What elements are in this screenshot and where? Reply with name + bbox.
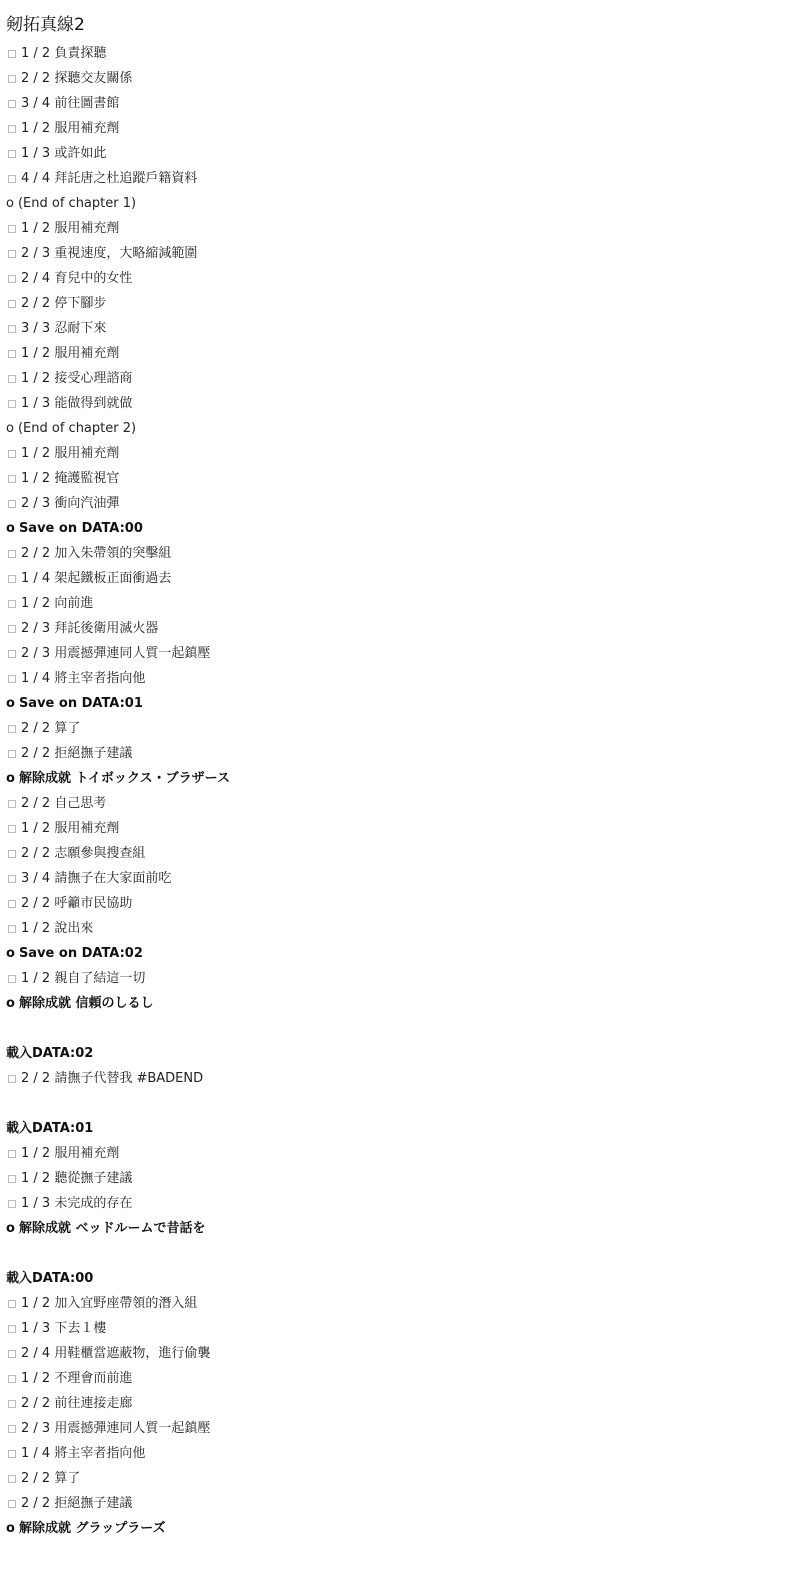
- checkbox-icon: [8, 475, 16, 483]
- choice-item: [6, 441, 795, 466]
- choice-text: 1 / 2 負責探聽: [21, 46, 107, 61]
- checkbox-icon: [8, 175, 16, 183]
- choice-item: [6, 291, 795, 316]
- choice-item: [6, 1391, 795, 1416]
- milestone-text: 解除成就 トイボックス・ブラザース: [18, 771, 231, 786]
- blank-line: [6, 1016, 795, 1041]
- checkbox-icon: [8, 850, 16, 858]
- choice-text: 2 / 4 育兒中的女性: [21, 271, 133, 286]
- bullet-marker: o: [6, 521, 15, 536]
- choice-text: 1 / 2 服用補充劑: [21, 1146, 120, 1161]
- choice-item: [6, 1291, 795, 1316]
- checkbox-icon: [8, 975, 16, 983]
- choice-item: [6, 66, 795, 91]
- blank-line: [6, 1091, 795, 1116]
- choice-text: 1 / 2 說出來: [21, 921, 94, 936]
- checkbox-icon: [8, 400, 16, 408]
- checkbox-icon: [8, 325, 16, 333]
- choice-item: [6, 1366, 795, 1391]
- checkbox-icon: [8, 750, 16, 758]
- bullet-marker: o: [6, 696, 15, 711]
- milestone-item: [6, 991, 795, 1016]
- milestone-item: [6, 516, 795, 541]
- choice-item: [6, 491, 795, 516]
- checkbox-icon: [8, 300, 16, 308]
- checkbox-icon: [8, 250, 16, 258]
- choice-text: 2 / 2 加入朱帶領的突擊組: [21, 546, 172, 561]
- choice-text: 3 / 3 忍耐下來: [21, 321, 107, 336]
- choice-item: [6, 566, 795, 591]
- choice-item: [6, 591, 795, 616]
- checkbox-icon: [8, 625, 16, 633]
- section-heading: 載入DATA:02: [6, 1046, 94, 1061]
- checkbox-icon: [8, 1325, 16, 1333]
- choice-item: [6, 316, 795, 341]
- choice-text: 2 / 3 衝向汽油彈: [21, 496, 120, 511]
- choice-text: 2 / 3 重視速度，大略縮減範圍: [21, 246, 198, 261]
- choice-item: [6, 41, 795, 66]
- bullet-marker: o: [6, 771, 15, 786]
- milestone-text: Save on DATA:01: [18, 696, 143, 711]
- bullet-marker: o: [6, 996, 15, 1011]
- checkbox-icon: [8, 1300, 16, 1308]
- milestone-text: Save on DATA:00: [18, 521, 143, 536]
- choice-text: 1 / 2 服用補充劑: [21, 346, 120, 361]
- choice-item: [6, 666, 795, 691]
- choice-item: [6, 1166, 795, 1191]
- choice-item: [6, 1491, 795, 1516]
- choice-item: [6, 1416, 795, 1441]
- choice-item: [6, 841, 795, 866]
- checkbox-icon: [8, 125, 16, 133]
- choice-item: [6, 1466, 795, 1491]
- checkbox-icon: [8, 500, 16, 508]
- choice-text: 2 / 2 拒絕撫子建議: [21, 1496, 133, 1511]
- section-heading: 載入DATA:01: [6, 1121, 94, 1136]
- milestone-text: 解除成就 ベッドルームで昔話を: [18, 1221, 206, 1236]
- choice-text: 1 / 2 服用補充劑: [21, 221, 120, 236]
- choice-item: [6, 1191, 795, 1216]
- choice-text: 2 / 2 探聽交友關係: [21, 71, 133, 86]
- choice-text: 2 / 2 自己思考: [21, 796, 107, 811]
- checkbox-icon: [8, 275, 16, 283]
- checkbox-icon: [8, 650, 16, 658]
- checkbox-icon: [8, 550, 16, 558]
- milestone-item: [6, 941, 795, 966]
- choice-item: [6, 216, 795, 241]
- choice-text: 4 / 4 拜託唐之杜追蹤戶籍資料: [21, 171, 198, 186]
- choice-item: [6, 1141, 795, 1166]
- choice-text: 1 / 2 接受心理諮商: [21, 371, 133, 386]
- checkbox-icon: [8, 900, 16, 908]
- choice-item: [6, 241, 795, 266]
- choice-item: [6, 341, 795, 366]
- milestone-text: 解除成就 信頼のしるし: [18, 996, 154, 1011]
- choice-item: [6, 791, 795, 816]
- choice-item: [6, 116, 795, 141]
- choice-text: 1 / 2 掩護監視官: [21, 471, 120, 486]
- choice-item: [6, 641, 795, 666]
- checkbox-icon: [8, 50, 16, 58]
- choice-item: [6, 966, 795, 991]
- bullet-marker: o: [6, 946, 15, 961]
- choice-item: [6, 1066, 795, 1091]
- milestone-text: (End of chapter 1): [17, 196, 137, 211]
- checkbox-icon: [8, 875, 16, 883]
- choice-text: 2 / 2 拒絕撫子建議: [21, 746, 133, 761]
- choice-item: [6, 1441, 795, 1466]
- choice-text: 1 / 3 能做得到就做: [21, 396, 133, 411]
- checkbox-icon: [8, 825, 16, 833]
- checkbox-icon: [8, 1450, 16, 1458]
- choice-text: 1 / 2 聽從撫子建議: [21, 1171, 133, 1186]
- chapter-end-item: [6, 191, 795, 216]
- choice-item: [6, 616, 795, 641]
- bullet-marker: o: [6, 196, 14, 211]
- walkthrough-list: [6, 41, 795, 1541]
- choice-text: 1 / 2 服用補充劑: [21, 446, 120, 461]
- choice-text: 2 / 2 呼籲市民協助: [21, 896, 133, 911]
- checkbox-icon: [8, 225, 16, 233]
- choice-text: 1 / 3 下去１樓: [21, 1321, 107, 1336]
- checkbox-icon: [8, 1150, 16, 1158]
- choice-item: [6, 141, 795, 166]
- choice-text: 2 / 2 停下腳步: [21, 296, 107, 311]
- chapter-end-item: [6, 416, 795, 441]
- checkbox-icon: [8, 1475, 16, 1483]
- checkbox-icon: [8, 1075, 16, 1083]
- choice-text: 1 / 2 服用補充劑: [21, 121, 120, 136]
- choice-text: 2 / 2 請撫子代替我 #BADEND: [21, 1071, 204, 1086]
- choice-text: 1 / 2 不理會而前進: [21, 1371, 133, 1386]
- checkbox-icon: [8, 1425, 16, 1433]
- checkbox-icon: [8, 600, 16, 608]
- load-save-heading: [6, 1116, 795, 1141]
- choice-item: [6, 466, 795, 491]
- choice-item: [6, 1316, 795, 1341]
- choice-item: [6, 891, 795, 916]
- choice-item: [6, 391, 795, 416]
- milestone-item: [6, 1516, 795, 1541]
- checkbox-icon: [8, 1375, 16, 1383]
- bullet-marker: o: [6, 1521, 15, 1536]
- choice-text: 1 / 2 向前進: [21, 596, 94, 611]
- choice-text: 2 / 2 志願參與搜查組: [21, 846, 146, 861]
- choice-text: 1 / 4 架起鐵板正面衝過去: [21, 571, 172, 586]
- choice-text: 1 / 3 未完成的存在: [21, 1196, 133, 1211]
- load-save-heading: [6, 1266, 795, 1291]
- checkbox-icon: [8, 725, 16, 733]
- page-title: 剱拓真線2: [6, 15, 85, 35]
- milestone-item: [6, 1216, 795, 1241]
- checkbox-icon: [8, 350, 16, 358]
- checkbox-icon: [8, 1400, 16, 1408]
- choice-text: 1 / 4 將主宰者指向他: [21, 671, 146, 686]
- checkbox-icon: [8, 1200, 16, 1208]
- choice-item: [6, 166, 795, 191]
- checkbox-icon: [8, 1500, 16, 1508]
- checkbox-icon: [8, 575, 16, 583]
- choice-item: [6, 366, 795, 391]
- checkbox-icon: [8, 1350, 16, 1358]
- choice-item: [6, 1341, 795, 1366]
- checkbox-icon: [8, 1175, 16, 1183]
- choice-item: [6, 716, 795, 741]
- blank-line: [6, 1241, 795, 1266]
- choice-text: 2 / 2 前往連接走廊: [21, 1396, 133, 1411]
- choice-item: [6, 866, 795, 891]
- milestone-text: 解除成就 グラップラーズ: [18, 1521, 166, 1536]
- bullet-marker: o: [6, 421, 14, 436]
- milestone-item: [6, 766, 795, 791]
- checkbox-icon: [8, 800, 16, 808]
- bullet-marker: o: [6, 1221, 15, 1236]
- checkbox-icon: [8, 375, 16, 383]
- choice-text: 1 / 3 或許如此: [21, 146, 107, 161]
- choice-text: 1 / 2 加入宜野座帶領的潛入組: [21, 1296, 198, 1311]
- choice-text: 2 / 2 算了: [21, 721, 81, 736]
- choice-item: [6, 266, 795, 291]
- choice-item: [6, 816, 795, 841]
- checkbox-icon: [8, 150, 16, 158]
- choice-text: 2 / 2 算了: [21, 1471, 81, 1486]
- choice-text: 2 / 3 用震撼彈連同人質一起鎮壓: [21, 1421, 211, 1436]
- milestone-text: Save on DATA:02: [18, 946, 143, 961]
- milestone-text: (End of chapter 2): [17, 421, 137, 436]
- checkbox-icon: [8, 675, 16, 683]
- load-save-heading: [6, 1041, 795, 1066]
- section-heading: 載入DATA:00: [6, 1271, 94, 1286]
- choice-item: [6, 916, 795, 941]
- choice-text: 3 / 4 前往圖書館: [21, 96, 120, 111]
- choice-text: 3 / 4 請撫子在大家面前吃: [21, 871, 172, 886]
- choice-item: [6, 91, 795, 116]
- choice-text: 1 / 2 服用補充劑: [21, 821, 120, 836]
- choice-text: 1 / 4 將主宰者指向他: [21, 1446, 146, 1461]
- checkbox-icon: [8, 925, 16, 933]
- checkbox-icon: [8, 100, 16, 108]
- checkbox-icon: [8, 450, 16, 458]
- milestone-item: [6, 691, 795, 716]
- choice-text: 2 / 3 用震撼彈連同人質一起鎮壓: [21, 646, 211, 661]
- choice-item: [6, 541, 795, 566]
- choice-item: [6, 741, 795, 766]
- choice-text: 1 / 2 親自了結這一切: [21, 971, 146, 986]
- choice-text: 2 / 3 拜託後衛用滅火器: [21, 621, 159, 636]
- checkbox-icon: [8, 75, 16, 83]
- choice-text: 2 / 4 用鞋櫃當遮蔽物，進行偷襲: [21, 1346, 211, 1361]
